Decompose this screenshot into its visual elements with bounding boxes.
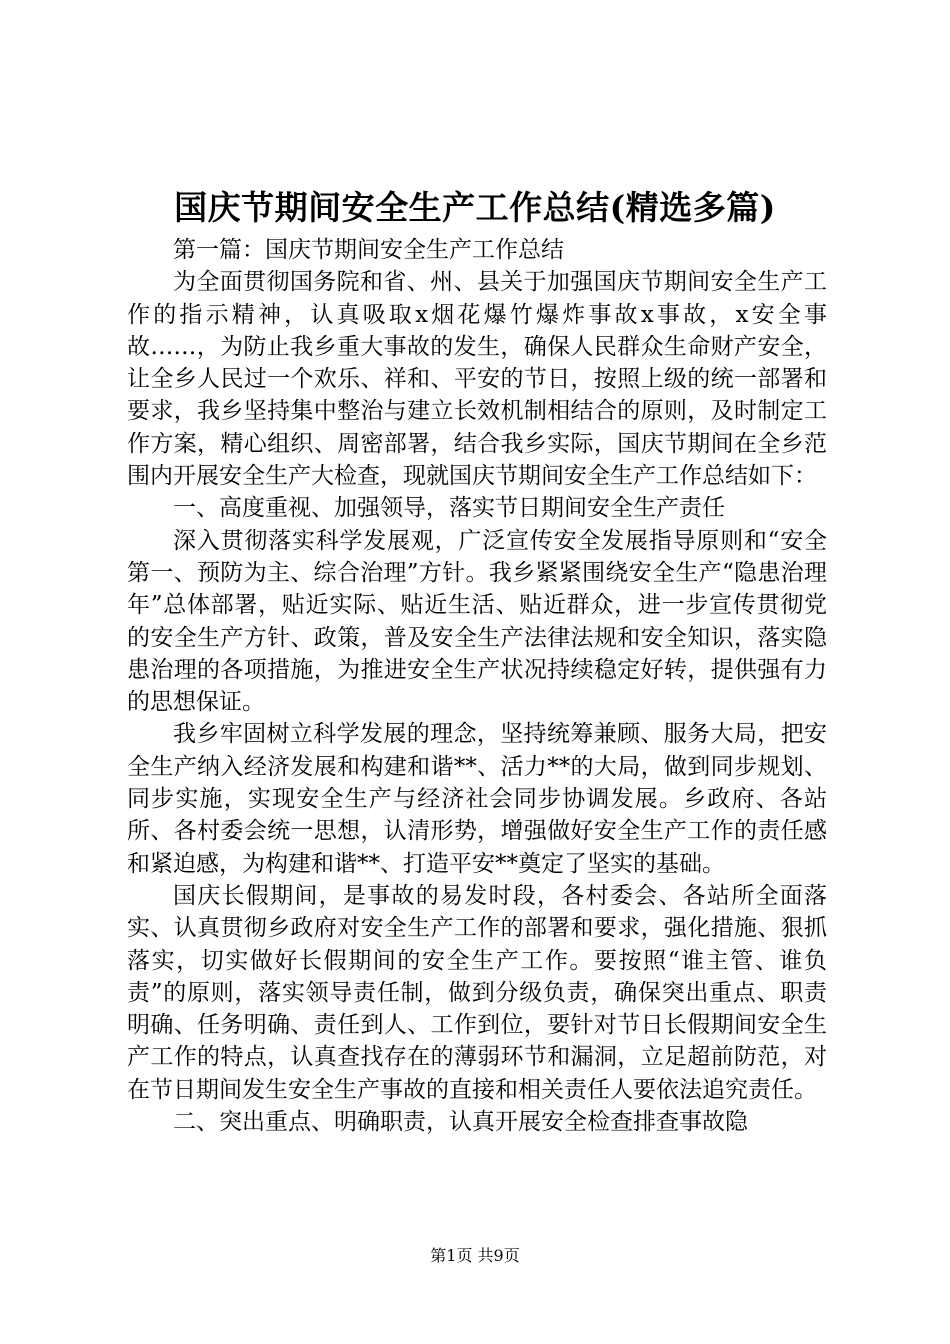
paragraph-holiday-period: 国庆长假期间，是事故的易发时段，各村委会、各站所全面落实、认真贯彻乡政府对安全生产工作的部署和要求，强化措施、狠抓落实，切实做好长假期间的安全生产工作。要按照“谁主管、谁负责”的原则，落实领导责任制，做到分级负责，确保突出重点、职责明确、任务明确、责任到人、工作到位，要针对节日长假期间安全生产工作的特点，认真查找存在的薄弱环节和漏洞，立足超前防范，对在节日期间发生安全生产事故的直接和相关责任人要依法追究责任。 <box>127 882 827 1103</box>
paragraph-intro: 为全面贯彻国务院和省、州、县关于加强国庆节期间安全生产工作的指示精神，认真吸取x烟花爆竹爆炸事故x事故，x安全事故……，为防止我乡重大事故的发生，确保人民群众生命财产安全，让全乡人民过一个欢乐、祥和、平安的节日，按照上级的统一部署和要求，我乡坚持集中整治与建立长效机制相结合的原则，及时制定工作方案，精心组织、周密部署，结合我乡实际，国庆节期间在全乡范围内开展安全生产大检查，现就国庆节期间安全生产工作总结如下： <box>127 269 827 490</box>
paragraph-promotion: 深入贯彻落实科学发展观，广泛宣传安全发展指导原则和“安全第一、预防为主、综合治理”方针。我乡紧紧围绕安全生产“隐患治理年”总体部署，贴近实际、贴近生活、贴近群众，进一步宣传贯彻党的安全生产方针、政策，普及安全生产法律法规和安全知识，落实隐患治理的各项措施，为推进安全生产状况持续稳定好转，提供强有力的思想保证。 <box>127 527 827 716</box>
page-number-footer: 第1页 共9页 <box>430 1246 520 1265</box>
section-heading-one: 一、高度重视、加强领导，落实节日期间安全生产责任 <box>173 495 725 522</box>
document-title: 国庆节期间安全生产工作总结(精选多篇) <box>174 188 776 227</box>
section-heading-part-one: 第一篇：国庆节期间安全生产工作总结 <box>173 237 564 263</box>
document-body <box>127 234 827 1138</box>
section-heading-two: 二、突出重点、明确职责，认真开展安全检查排查事故隐 <box>173 1109 748 1136</box>
paragraph-development-concept: 我乡牢固树立科学发展的理念，坚持统筹兼顾、服务大局，把安全生产纳入经济发展和构建和谐**、活力**的大局，做到同步规划、同步实施，实现安全生产与经济社会同步协调发展。乡政府、各站所、各村委会统一思想，认清形势，增强做好安全生产工作的责任感和紧迫感，为构建和谐**、打造平安**奠定了坚实的基础。 <box>127 721 827 877</box>
